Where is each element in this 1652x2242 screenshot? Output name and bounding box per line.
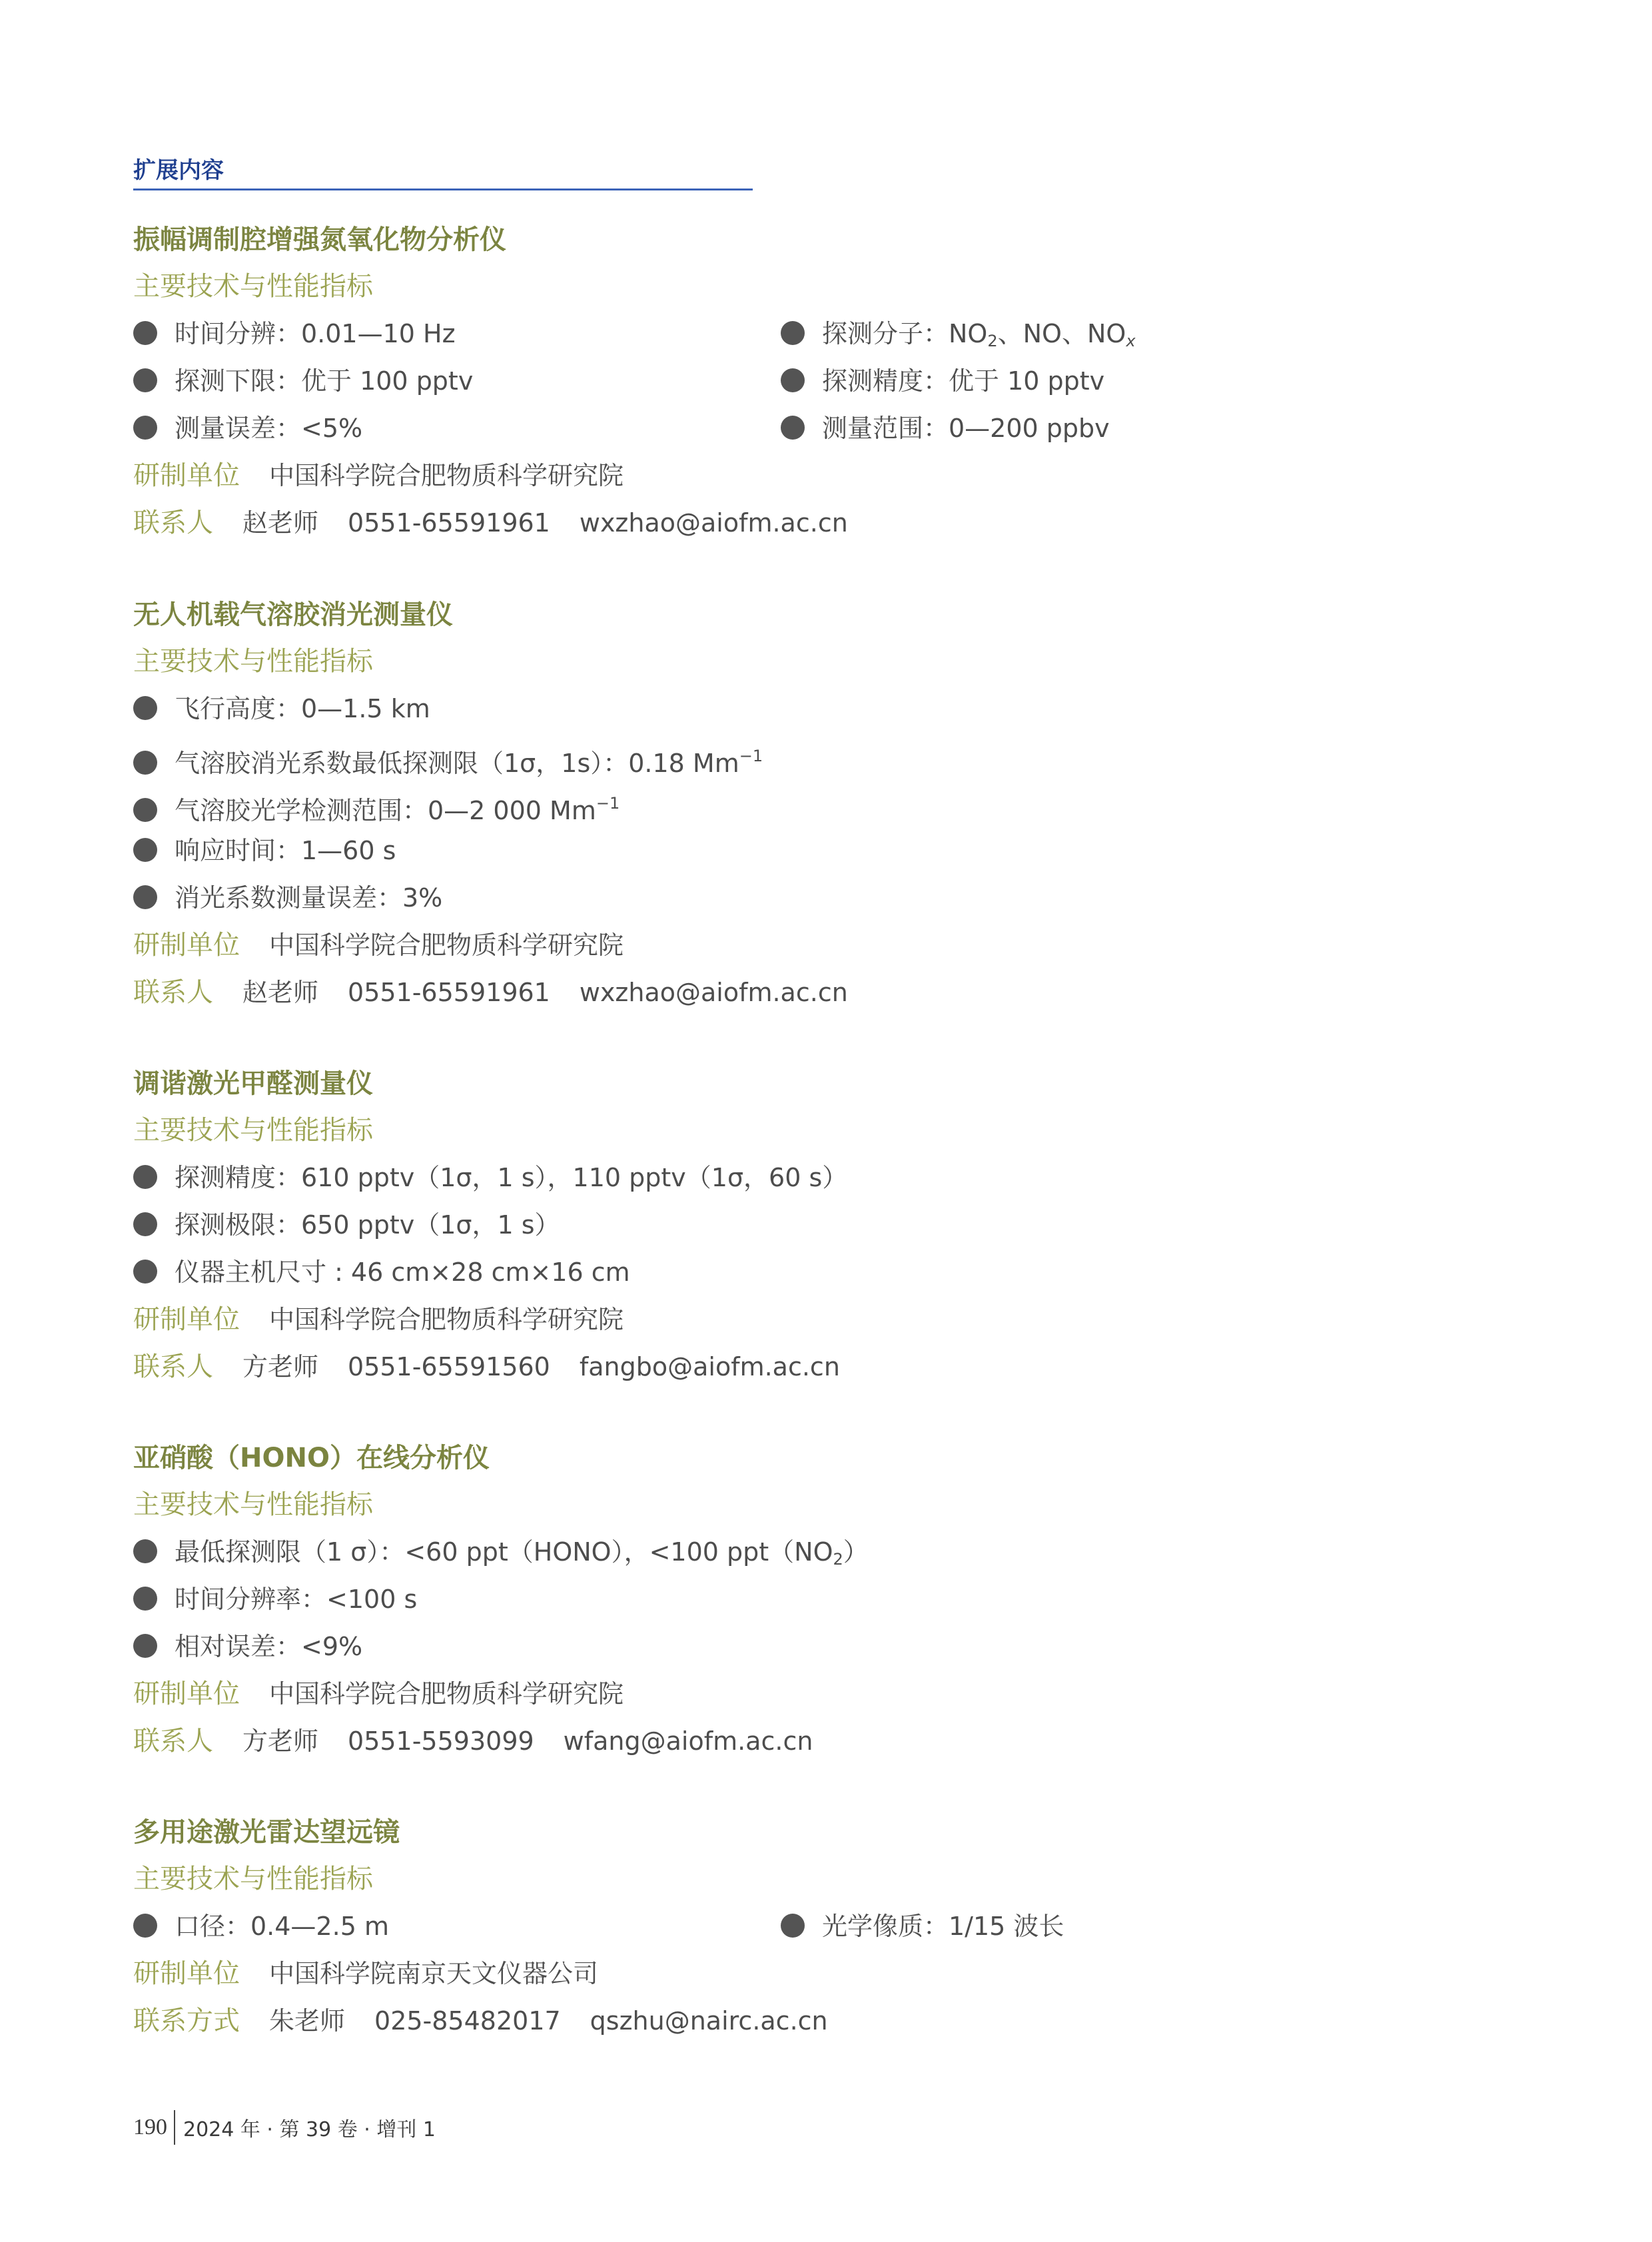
bullet-icon <box>133 368 157 392</box>
issue-info: 2024 年 · 第 39 卷 · 增刊 1 <box>183 2118 436 2141</box>
contact-name: 赵老师 <box>242 978 319 1007</box>
contact-label: 联系人 <box>133 1726 213 1756</box>
contact-row <box>133 1718 1532 1765</box>
developer-label: 研制单位 <box>133 930 240 960</box>
spec-item: 时间分辨率：<100 s <box>133 1576 417 1623</box>
contact-email[interactable]: qszhu@nairc.ac.cn <box>590 2006 828 2036</box>
contact-email[interactable]: fangbo@aiofm.ac.cn <box>579 1352 840 1381</box>
contact-row <box>133 969 1532 1016</box>
bullet-icon <box>133 696 157 720</box>
spec-row <box>133 1249 1532 1296</box>
contact-row <box>133 500 1532 547</box>
bullet-icon <box>781 1914 805 1938</box>
product-section-formaldehyde <box>133 1060 1532 1391</box>
contact-email[interactable]: wxzhao@aiofm.ac.cn <box>579 508 848 538</box>
spec-item: 最低探测限（1 σ）：<60 ppt（HONO），<100 $ppt(NO_2)$ <box>133 1529 869 1583</box>
spec-item: 探测分子：$NO_2$、NO、$NO_x$ <box>781 310 1136 365</box>
contact-phone: 0551-65591560 <box>348 1352 550 1381</box>
developer-label: 研制单位 <box>133 460 240 491</box>
bullet-icon <box>781 368 805 392</box>
bullet-icon <box>781 416 805 440</box>
spec-item: 仪器主机尺寸 : 46 cm×28 cm×16 cm <box>133 1249 630 1296</box>
bullet-icon <box>133 1212 157 1236</box>
developer-value: 中国科学院合肥物质科学研究院 <box>269 1305 624 1334</box>
spec-row <box>133 1576 1532 1623</box>
bullet-icon <box>133 416 157 440</box>
contact-name: 朱老师 <box>269 2006 346 2036</box>
developer-row <box>133 1671 1532 1718</box>
developer-row <box>133 1950 1532 1998</box>
spec-item: 探测精度：610 pptv（1σ，1 s），110 pptv（1σ，60 s） <box>133 1154 847 1202</box>
developer-value: 中国科学院合肥物质科学研究院 <box>269 461 624 490</box>
spec-item: 消光系数测量误差：3% <box>133 875 442 922</box>
spec-item: 测量范围：0—200 ppbv <box>781 405 1110 452</box>
spec-item: 测量误差：<5% <box>133 405 362 452</box>
contact-label: 联系方式 <box>133 2006 240 2036</box>
contact-phone: 025-85482017 <box>374 2006 561 2036</box>
product-title: 多用途激光雷达望远镜 <box>133 1817 400 1848</box>
spec-row <box>133 1623 1532 1671</box>
bullet-icon <box>133 1539 157 1563</box>
spec-row <box>133 1529 1532 1576</box>
contact-email[interactable]: wfang@aiofm.ac.cn <box>563 1726 813 1756</box>
spec-item: 气溶胶消光系数最低探测限（1σ，1s）：0.18 $Mm^{-1}$ <box>133 733 763 787</box>
product-title: 亚硝酸（HONO）在线分析仪 <box>133 1443 490 1473</box>
product-section-nox-analyzer <box>133 216 1532 547</box>
developer-row <box>133 452 1532 500</box>
spec-subtitle: 主要技术与性能指标 <box>133 1489 373 1520</box>
bullet-icon <box>133 1587 157 1611</box>
bullet-icon <box>133 321 157 345</box>
contact-name: 方老师 <box>242 1726 319 1756</box>
developer-label: 研制单位 <box>133 1958 240 1989</box>
contact-label: 联系人 <box>133 508 213 538</box>
spec-row <box>133 685 1532 733</box>
spec-item: 口径：0.4—2.5 m <box>133 1903 389 1950</box>
spec-row <box>133 1154 1532 1202</box>
spec-row <box>133 310 1532 358</box>
developer-row <box>133 922 1532 969</box>
bullet-icon <box>133 1914 157 1938</box>
developer-row <box>133 1296 1532 1343</box>
contact-label: 联系人 <box>133 1351 213 1382</box>
section-header: 扩展内容 <box>133 157 224 184</box>
product-section-hono-analyzer <box>133 1435 1532 1765</box>
bullet-icon <box>781 321 805 345</box>
spec-item: 光学像质：1/15 波长 <box>781 1903 1064 1950</box>
developer-value: 中国科学院合肥物质科学研究院 <box>269 931 624 960</box>
bullet-icon <box>133 885 157 909</box>
contact-name: 赵老师 <box>242 508 319 538</box>
spec-item: 时间分辨：0.01—10 Hz <box>133 310 456 358</box>
spec-row <box>133 405 1532 452</box>
spec-row <box>133 780 1532 827</box>
product-title: 振幅调制腔增强氮氧化物分析仪 <box>133 224 506 255</box>
contact-phone: 0551-65591961 <box>348 508 550 538</box>
product-title: 无人机载气溶胶消光测量仪 <box>133 599 453 630</box>
product-section-lidar-telescope <box>133 1809 1532 2045</box>
spec-row <box>133 1903 1532 1950</box>
page-footer <box>133 2111 436 2143</box>
spec-subtitle: 主要技术与性能指标 <box>133 271 373 302</box>
spec-item: 飞行高度：0—1.5 km <box>133 685 430 733</box>
spec-row <box>133 827 1532 875</box>
contact-label: 联系人 <box>133 977 213 1008</box>
bullet-icon <box>133 1165 157 1189</box>
spec-item: 探测精度：优于 10 pptv <box>781 358 1104 405</box>
product-section-aerosol-extinction <box>133 591 1532 1016</box>
spec-item: 探测下限：优于 100 pptv <box>133 358 473 405</box>
spec-subtitle: 主要技术与性能指标 <box>133 646 373 677</box>
spec-item: 气溶胶光学检测范围：0—2 000 $Mm^{-1}$ <box>133 780 620 835</box>
spec-item: 探测极限：650 pptv（1σ，1 s） <box>133 1202 560 1249</box>
contact-phone: 0551-65591961 <box>348 978 550 1007</box>
bullet-icon <box>133 1634 157 1658</box>
developer-label: 研制单位 <box>133 1679 240 1709</box>
spec-row <box>133 1202 1532 1249</box>
spec-subtitle: 主要技术与性能指标 <box>133 1115 373 1146</box>
contact-row <box>133 1343 1532 1391</box>
bullet-icon <box>133 1260 157 1284</box>
spec-item: 响应时间：1—60 s <box>133 827 396 875</box>
footer-divider <box>174 2110 175 2145</box>
bullet-icon <box>133 838 157 862</box>
contact-row <box>133 1998 1532 2045</box>
spec-item: 相对误差：<9% <box>133 1623 362 1671</box>
spec-row <box>133 358 1532 405</box>
developer-label: 研制单位 <box>133 1304 240 1335</box>
page-number: 190 <box>133 2115 167 2139</box>
bullet-icon <box>133 798 157 822</box>
contact-name: 方老师 <box>242 1352 319 1381</box>
contact-phone: 0551-5593099 <box>348 1726 534 1756</box>
header-divider <box>133 188 753 190</box>
bullet-icon <box>133 751 157 775</box>
spec-subtitle: 主要技术与性能指标 <box>133 1864 373 1894</box>
developer-value: 中国科学院南京天文仪器公司 <box>269 1959 599 1988</box>
product-title: 调谐激光甲醛测量仪 <box>133 1068 373 1099</box>
spec-row <box>133 733 1532 780</box>
contact-email[interactable]: wxzhao@aiofm.ac.cn <box>579 978 848 1007</box>
developer-value: 中国科学院合肥物质科学研究院 <box>269 1679 624 1708</box>
spec-row <box>133 875 1532 922</box>
